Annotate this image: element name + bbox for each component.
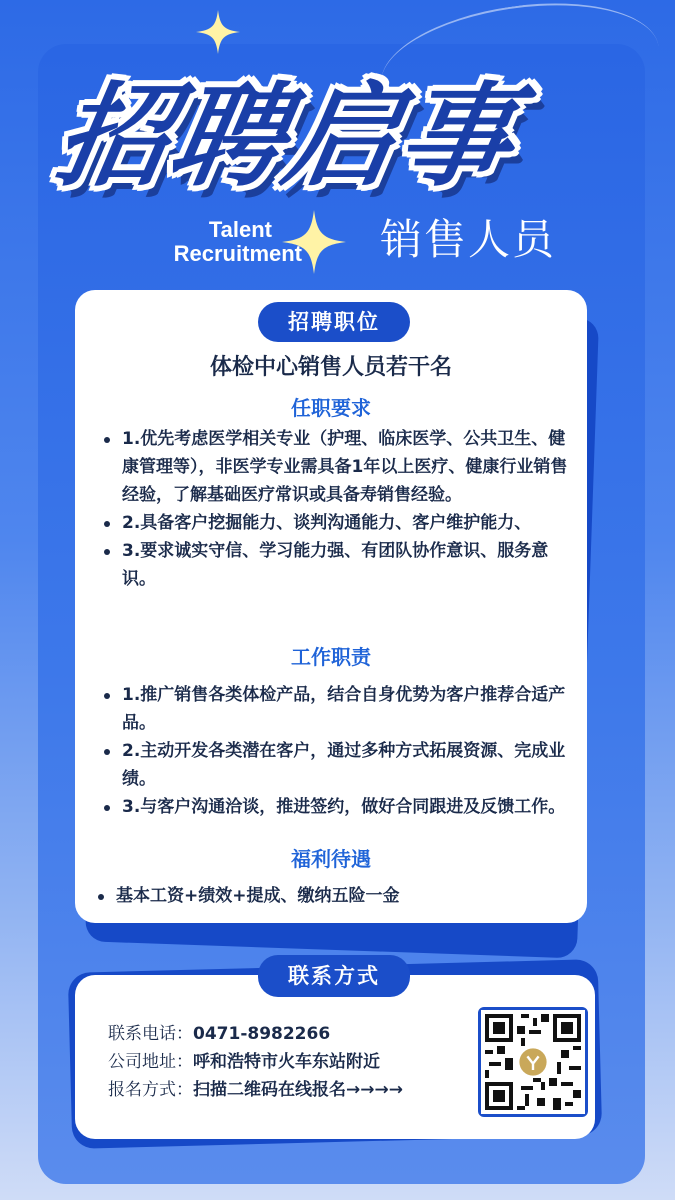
positions-label-badge: 招聘职位 [258,302,410,342]
list-item: 3.要求诚实守信、学习能力强、有团队协作意识、服务意识。 [102,537,570,593]
poster-title: 招聘启事 [46,72,526,202]
signup-row [108,1076,488,1104]
requirements-list [102,425,570,593]
requirements-heading: 任职要求 [291,396,371,420]
contact-details [108,1020,488,1104]
poster-subtitle: 销售人员 [380,215,557,264]
tagline-line-1: Talent [208,217,272,242]
qr-pattern [481,1010,585,1114]
list-item: 2.主动开发各类潜在客户，通过多种方式拓展资源、完成业绩。 [102,737,570,793]
list-item: 1.优先考虑医学相关专业（护理、临床医学、公共卫生、健康管理等），非医学专业需具备1年以上医疗、健康行业销售经验，了解基础医疗常识或具备寿销售经验。 [102,425,570,509]
phone-label: 联系电话： [108,1024,193,1044]
english-tagline [102,218,302,266]
phone-row [108,1020,488,1048]
sparkle-icon [196,10,240,54]
phone-number[interactable]: 0471-8982266 [193,1024,331,1044]
list-item: 1.推广销售各类体检产品，结合自身优势为客户推荐合适产品。 [102,681,570,737]
duties-list [102,681,570,821]
qr-code-icon[interactable] [478,1007,588,1117]
signup-value: 扫描二维码在线报名→→→→ [193,1080,403,1100]
duties-heading: 工作职责 [291,645,371,669]
positions-card [75,290,587,923]
list-item: 基本工资+绩效+提成、缴纳五险一金 [96,882,564,910]
list-item: 3.与客户沟通洽谈，推进签约，做好合同跟进及反馈工作。 [102,793,570,821]
contact-label-badge: 联系方式 [258,955,410,997]
signup-label: 报名方式： [108,1080,193,1100]
address-row [108,1048,488,1076]
job-title: 体检中心销售人员若干名 [209,355,452,380]
benefits-heading: 福利待遇 [291,847,371,871]
benefits-list [96,882,564,910]
list-item: 2.具备客户挖掘能力、谈判沟通能力、客户维护能力、 [102,509,570,537]
tagline-line-2: Recruitment [173,241,302,266]
address-label: 公司地址： [108,1052,193,1072]
address-value: 呼和浩特市火车东站附近 [193,1052,380,1072]
